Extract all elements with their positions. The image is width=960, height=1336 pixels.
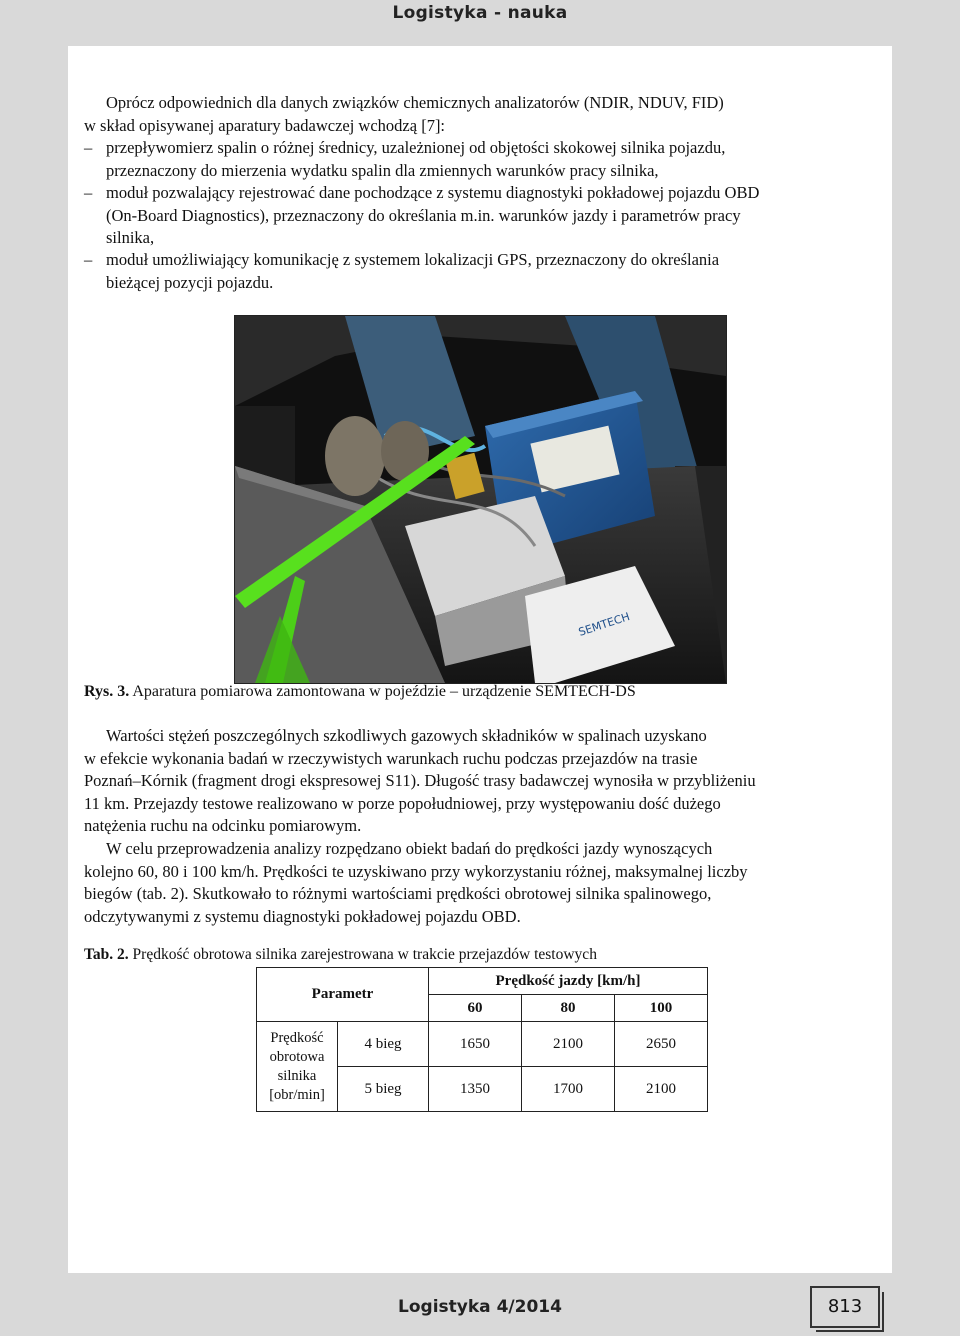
text-line: przepływomierz spalin o różnej średnicy, uzależnionej od objętości skokowej silnika pojazdu, <box>106 138 726 157</box>
text-line: silnika, <box>106 228 155 248</box>
figure-caption-text: Aparatura pomiarowa zamontowana w pojeździe – urządzenie SEMTECH-DS <box>132 683 636 700</box>
text-line: przeznaczony do mierzenia wydatku spalin dla zmiennych warunków pracy silnika, <box>106 160 659 180</box>
text-line: Oprócz odpowiednich dla danych związków chemicznych analizatorów (NDIR, NDUV, FID) <box>106 93 724 112</box>
table-caption-text: Prędkość obrotowa silnika zarejestrowana w trakcie przejazdów testowych <box>132 946 597 963</box>
running-footer: Logistyka 4/2014 <box>398 1297 562 1317</box>
figure-caption <box>84 683 636 701</box>
running-header: Logistyka - nauka <box>392 3 568 23</box>
table-label: Tab. 2. <box>84 946 129 963</box>
text-line: Wartości stężeń poszczególnych szkodliwych gazowych składników w spalinach uzyskano <box>106 726 707 745</box>
table-cell: 1650 <box>429 1022 522 1067</box>
table-cell: 2100 <box>522 1022 615 1067</box>
intro-paragraph <box>84 92 880 137</box>
list-dash: – <box>84 250 93 269</box>
text-line: w skład opisywanej aparatury badawczej wchodzą [7]: <box>84 115 446 135</box>
text-line: 11 km. Przejazdy testowe realizowano w porze popołudniowej, przy występowaniu dość dużego <box>84 793 721 813</box>
gear-cell: 5 bieg <box>338 1067 429 1112</box>
body-paragraph-2 <box>84 838 880 928</box>
list-dash: – <box>84 138 93 157</box>
table-cell: 1350 <box>429 1067 522 1112</box>
speed-header: Prędkość jazdy [km/h] <box>429 968 708 995</box>
text-line: (On-Board Diagnostics), przeznaczony do określania m.in. warunków jazdy i parametrów pracy <box>106 205 741 225</box>
text-line: kolejno 60, 80 i 100 km/h. Prędkości te uzyskiwano przy wykorzystaniu różnej, maksymalnej liczby <box>84 861 748 881</box>
gear-cell: 4 bieg <box>338 1022 429 1067</box>
text-line: biegów (tab. 2). Skutkowało to różnymi wartościami prędkości obrotowej silnika spalinowego, <box>84 884 712 904</box>
speed-col-100: 100 <box>615 995 708 1022</box>
text-line: w efekcie wykonania badań w rzeczywistych warunkach ruchu podczas przejazdów na trasie <box>84 748 698 768</box>
row-param-label <box>257 1022 338 1112</box>
figure-label: Rys. 3. <box>84 683 130 700</box>
figure-photo <box>234 315 727 684</box>
table-cell: 1700 <box>522 1067 615 1112</box>
speed-col-80: 80 <box>522 995 615 1022</box>
text-line: W celu przeprowadzenia analizy rozpędzano obiekt badań do prędkości jazdy wynoszących <box>106 839 713 858</box>
photo-illustration <box>235 316 726 683</box>
text-line: Poznań–Kórnik (fragment drogi ekspresowej S11). Długość trasy badawczej wynosiła w przybliżeniu <box>84 771 756 791</box>
row-param-line: silnika <box>277 1067 317 1084</box>
speed-col-60: 60 <box>429 995 522 1022</box>
text-line: moduł umożliwiający komunikację z systemem lokalizacji GPS, przeznaczony do określania <box>106 250 720 269</box>
list-dash: – <box>84 183 93 202</box>
text-line: bieżącej pozycji pojazdu. <box>106 272 274 292</box>
text-line: odczytywanymi z systemu diagnostyki pokładowej pojazdu OBD. <box>84 906 521 926</box>
table-cell: 2100 <box>615 1067 708 1112</box>
text-line: moduł pozwalający rejestrować dane pochodzące z systemu diagnostyki pokładowej pojazdu OBD <box>106 183 760 202</box>
table-caption <box>84 946 597 964</box>
row-param-line: Prędkość <box>270 1029 324 1046</box>
row-param-line: obrotowa <box>269 1048 325 1065</box>
param-header: Parametr <box>257 968 429 1022</box>
list-item-flowmeter <box>84 137 880 183</box>
rpm-table <box>256 967 708 1112</box>
page-number: 813 <box>810 1286 880 1328</box>
list-item-gps-module <box>84 249 880 295</box>
list-item-obd-module <box>84 182 880 250</box>
text-line: natężenia ruchu na odcinku pomiarowym. <box>84 816 362 836</box>
row-param-line: [obr/min] <box>269 1086 325 1103</box>
table-cell: 2650 <box>615 1022 708 1067</box>
device-label: SEMTECH <box>576 610 632 639</box>
body-paragraph-1 <box>84 725 880 838</box>
